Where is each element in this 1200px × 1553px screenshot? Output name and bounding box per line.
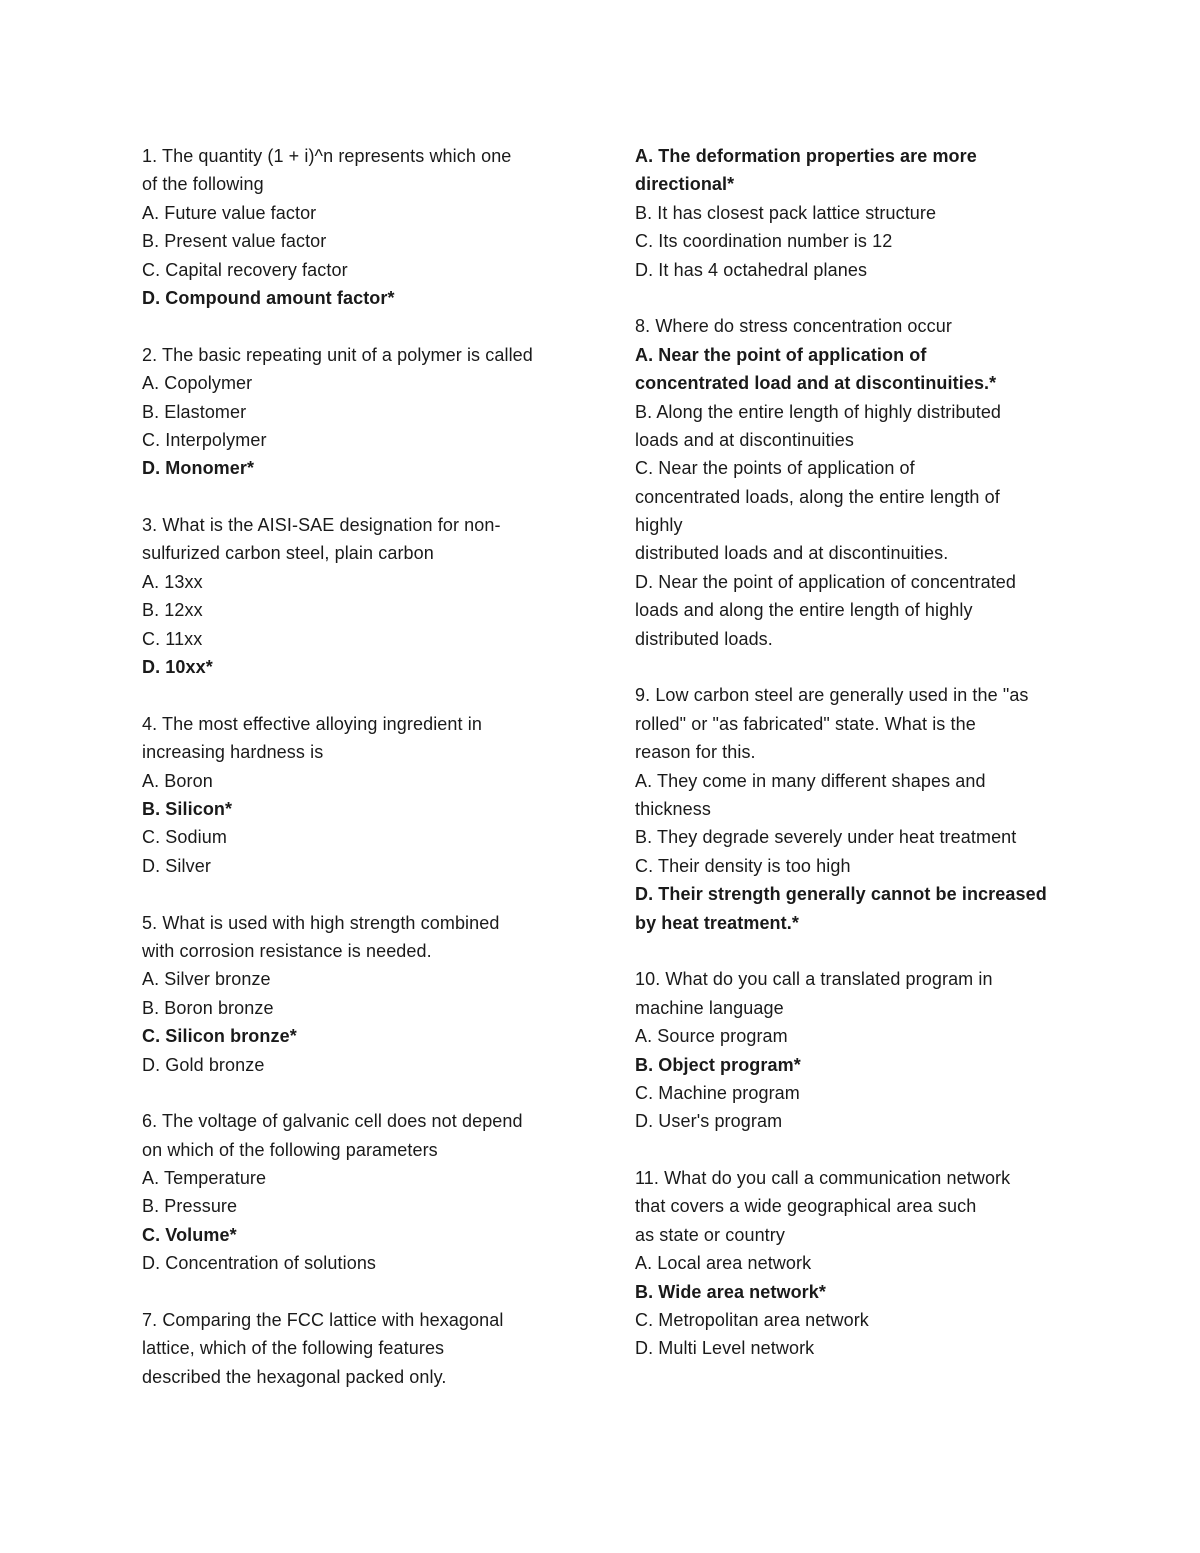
text-line: 9. Low carbon steel are generally used in the "as xyxy=(635,685,1029,706)
text-line: D. Multi Level network xyxy=(635,1338,815,1359)
correct-answer-line: C. Silicon bronze* xyxy=(142,1026,297,1047)
text-line: as state or country xyxy=(635,1224,785,1245)
text-line: C. Metropolitan area network xyxy=(635,1310,869,1331)
text-line: 6. The voltage of galvanic cell does not depend xyxy=(142,1111,523,1132)
text-line: B. It has closest pack lattice structure xyxy=(635,202,937,223)
text-line: 11. What do you call a communication network xyxy=(635,1168,1011,1189)
text-line: C. Capital recovery factor xyxy=(142,259,348,280)
text-line: of the following xyxy=(142,174,264,195)
correct-answer-line: B. Object program* xyxy=(635,1054,801,1075)
text-line: B. They degrade severely under heat treatment xyxy=(635,827,1017,848)
text-line: A. Local area network xyxy=(635,1253,812,1274)
paragraph-gap xyxy=(142,312,582,340)
text-line: machine language xyxy=(635,997,784,1018)
text-line: B. 12xx xyxy=(142,600,203,621)
text-line: B. Elastomer xyxy=(142,401,247,422)
left-column xyxy=(142,142,582,1391)
text-line: A. 13xx xyxy=(142,571,203,592)
text-line: A. Copolymer xyxy=(142,373,253,394)
paragraph-gap xyxy=(142,483,582,511)
text-line: distributed loads and at discontinuities. xyxy=(635,543,949,564)
text-line: B. Boron bronze xyxy=(142,997,274,1018)
text-line: highly xyxy=(635,515,683,536)
text-line: sulfurized carbon steel, plain carbon xyxy=(142,543,434,564)
text-line: C. 11xx xyxy=(142,628,203,649)
text-line: 10. What do you call a translated program in xyxy=(635,969,993,990)
text-line: described the hexagonal packed only. xyxy=(142,1366,447,1387)
text-line: B. Along the entire length of highly distributed xyxy=(635,401,1002,422)
right-column xyxy=(635,142,1075,1363)
text-line: 5. What is used with high strength combined xyxy=(142,912,500,933)
text-line: 4. The most effective alloying ingredient in xyxy=(142,713,482,734)
text-line: A. Future value factor xyxy=(142,202,317,223)
correct-answer-line: B. Wide area network* xyxy=(635,1281,826,1302)
text-line: reason for this. xyxy=(635,742,756,763)
text-line: 8. Where do stress concentration occur xyxy=(635,316,952,337)
text-line: D. Silver xyxy=(142,855,211,876)
paragraph-gap xyxy=(635,653,1075,681)
text-line: A. Source program xyxy=(635,1026,788,1047)
text-line: A. Silver bronze xyxy=(142,969,271,990)
paragraph-gap xyxy=(142,1278,582,1306)
correct-answer-line: concentrated load and at discontinuities.* xyxy=(635,373,997,394)
correct-answer-line: B. Silicon* xyxy=(142,798,233,819)
text-line: D. Gold bronze xyxy=(142,1054,265,1075)
text-line: lattice, which of the following features xyxy=(142,1338,445,1359)
paragraph-gap xyxy=(635,1136,1075,1164)
text-line: C. Machine program xyxy=(635,1082,800,1103)
correct-answer-line: D. Their strength generally cannot be increased xyxy=(635,884,1047,905)
paragraph-gap xyxy=(142,880,582,908)
text-line: 2. The basic repeating unit of a polymer is called xyxy=(142,344,533,365)
text-line: 1. The quantity (1 + i)^n represents which one xyxy=(142,146,512,166)
text-line: C. Their density is too high xyxy=(635,855,851,876)
text-line: loads and along the entire length of highly xyxy=(635,600,973,621)
correct-answer-line: D. Compound amount factor* xyxy=(142,287,395,308)
text-line: B. Pressure xyxy=(142,1196,238,1217)
text-line: 7. Comparing the FCC lattice with hexagonal xyxy=(142,1310,504,1331)
text-line: A. Boron xyxy=(142,770,213,791)
paragraph-gap xyxy=(142,681,582,709)
correct-answer-line: by heat treatment.* xyxy=(635,912,799,933)
text-line: D. User's program xyxy=(635,1111,783,1132)
text-line: thickness xyxy=(635,798,711,819)
text-line: on which of the following parameters xyxy=(142,1139,438,1160)
correct-answer-line: directional* xyxy=(635,174,735,195)
text-line: 3. What is the AISI-SAE designation for non- xyxy=(142,515,501,536)
text-line: distributed loads. xyxy=(635,628,773,649)
paragraph-gap xyxy=(142,1079,582,1107)
text-line: with corrosion resistance is needed. xyxy=(142,940,432,961)
text-line: increasing hardness is xyxy=(142,742,324,763)
correct-answer-line: D. 10xx* xyxy=(142,657,213,678)
text-line: C. Interpolymer xyxy=(142,429,267,450)
text-line: concentrated loads, along the entire length of xyxy=(635,486,1000,507)
text-line: D. Concentration of solutions xyxy=(142,1253,377,1274)
text-line: A. They come in many different shapes and xyxy=(635,770,986,791)
text-line: C. Its coordination number is 12 xyxy=(635,231,893,252)
correct-answer-line: D. Monomer* xyxy=(142,458,255,479)
text-line: B. Present value factor xyxy=(142,231,327,252)
correct-answer-line: A. Near the point of application of xyxy=(635,344,927,365)
text-line: D. Near the point of application of concentrated xyxy=(635,571,1017,592)
paragraph-gap xyxy=(635,937,1075,965)
text-line: D. It has 4 octahedral planes xyxy=(635,259,868,280)
text-line: C. Near the points of application of xyxy=(635,458,915,479)
text-line: loads and at discontinuities xyxy=(635,429,854,450)
text-line: C. Sodium xyxy=(142,827,227,848)
correct-answer-line: A. The deformation properties are more xyxy=(635,146,977,166)
text-line: that covers a wide geographical area such xyxy=(635,1196,977,1217)
text-line: A. Temperature xyxy=(142,1168,267,1189)
correct-answer-line: C. Volume* xyxy=(142,1224,237,1245)
text-line: rolled" or "as fabricated" state. What is the xyxy=(635,713,976,734)
paragraph-gap xyxy=(635,284,1075,312)
